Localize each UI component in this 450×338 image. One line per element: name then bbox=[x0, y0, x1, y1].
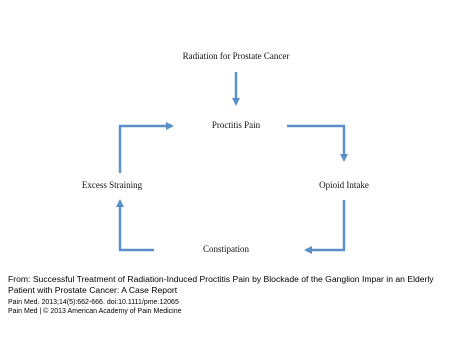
citation-text: Pain Med. 2013;14(5):662-666. doi:10.1111/pme.12065 bbox=[8, 299, 179, 306]
figure-footer bbox=[0, 270, 450, 338]
arrow-straining-to-proctitis bbox=[120, 126, 172, 173]
arrow-opioid-to-constipation bbox=[306, 200, 344, 250]
copyright-text: Pain Med | © 2013 American Academy of Pain Medicine bbox=[8, 308, 182, 315]
arrow-constipation-to-straining bbox=[120, 201, 154, 250]
node-radiation: Radiation for Prostate Cancer bbox=[182, 51, 290, 61]
node-opioid-intake: Opioid Intake bbox=[319, 180, 369, 190]
node-proctitis-pain: Proctitis Pain bbox=[211, 120, 261, 130]
node-constipation: Constipation bbox=[202, 244, 250, 254]
node-excess-straining: Excess Straining bbox=[81, 180, 143, 190]
figure-caption: From: Successful Treatment of Radiation-Induced Proctitis Pain by Blockade of the Ganglion Impar in an Elderly Patient with Prostate Cancer: A Case Report bbox=[8, 274, 434, 295]
arrow-proctitis-to-opioid bbox=[287, 126, 344, 160]
